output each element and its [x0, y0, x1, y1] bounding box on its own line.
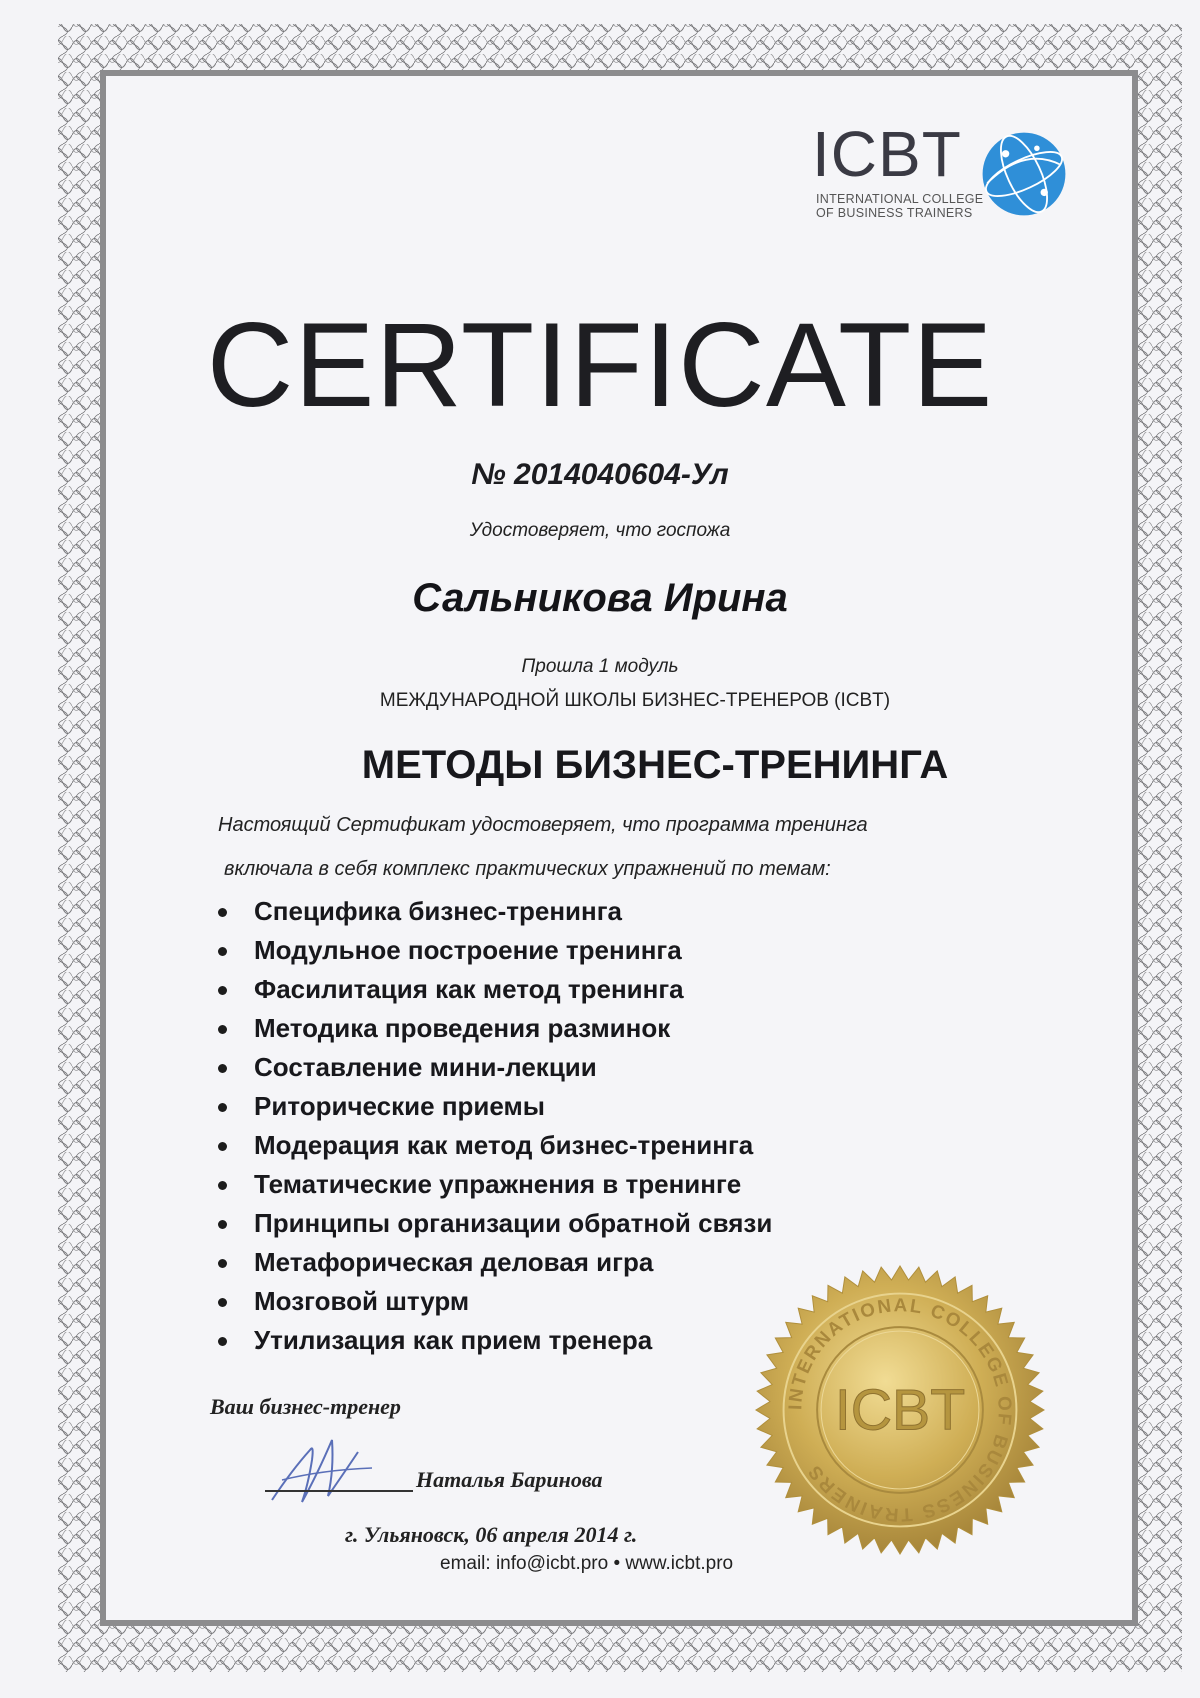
- topic-label: Фасилитация как метод тренинга: [254, 974, 684, 1004]
- certificate-title: CERTIFICATE: [206, 298, 994, 432]
- recipient-name: Сальникова Ирина: [412, 576, 788, 620]
- description-line2: включала в себя комплекс практических упражнений по темам:: [224, 858, 831, 880]
- icbt-logo: [812, 118, 1072, 232]
- topic-label: Составление мини-лекции: [254, 1052, 597, 1082]
- bullet-icon: [218, 1337, 227, 1346]
- passed-module-text: Прошла 1 модуль: [521, 656, 679, 677]
- list-item: [212, 1282, 772, 1321]
- topic-label: Утилизация как прием тренера: [254, 1325, 653, 1355]
- topic-label: Принципы организации обратной связи: [254, 1208, 773, 1238]
- bullet-icon: [218, 1181, 227, 1190]
- logo-subtitle-line2: OF BUSINESS TRAINERS: [816, 206, 973, 221]
- place-date: г. Ульяновск, 06 апреля 2014 г.: [345, 1522, 638, 1547]
- bullet-icon: [218, 1064, 227, 1073]
- bullet-icon: [218, 1259, 227, 1268]
- list-item: [212, 931, 772, 970]
- topic-label: Модульное построение тренинга: [254, 935, 682, 965]
- list-item: [212, 892, 772, 931]
- certifies-text: Удостоверяет, что госпожа: [469, 520, 731, 541]
- bullet-icon: [218, 1220, 227, 1229]
- topic-label: Модерация как метод бизнес-тренинга: [254, 1130, 754, 1160]
- list-item: [212, 1204, 772, 1243]
- gold-seal: [752, 1262, 1048, 1558]
- bullet-icon: [218, 1103, 227, 1112]
- bullet-icon: [218, 1298, 227, 1307]
- seal-ring-text: INTERNATIONAL COLLEGE OF BUSINESS TRAINERS: [784, 1294, 1016, 1526]
- trainer-name: Наталья Баринова: [416, 1467, 603, 1492]
- trainer-label: Ваш бизнес-тренер: [210, 1394, 401, 1419]
- bullet-icon: [218, 947, 227, 956]
- topic-label: Тематические упражнения в тренинге: [254, 1169, 742, 1199]
- signature-line: [265, 1490, 413, 1492]
- list-item: [212, 1321, 772, 1360]
- list-item: [212, 1009, 772, 1048]
- list-item: [212, 1048, 772, 1087]
- school-name: МЕЖДУНАРОДНОЙ ШКОЛЫ БИЗНЕС-ТРЕНЕРОВ (ICBT): [379, 690, 891, 711]
- logo-abbr: ICBT: [812, 118, 962, 190]
- topics-list: [212, 892, 772, 1360]
- topic-label: Риторические приемы: [254, 1091, 545, 1121]
- bullet-icon: [218, 986, 227, 995]
- topic-label: Методика проведения разминок: [254, 1013, 671, 1043]
- logo-subtitle: [816, 192, 983, 221]
- list-item: [212, 1165, 772, 1204]
- topic-label: Метафорическая деловая игра: [254, 1247, 654, 1277]
- signature: [262, 1430, 392, 1510]
- contacts: email: info@icbt.pro • www.icbt.pro: [440, 1553, 734, 1574]
- topic-label: Специфика бизнес-тренинга: [254, 896, 622, 926]
- list-item: [212, 1243, 772, 1282]
- description-line1: Настоящий Сертификат удостоверяет, что программа тренинга: [218, 814, 868, 836]
- certificate-number: № 2014040604-Ул: [471, 458, 729, 491]
- topic-label: Мозговой штурм: [254, 1286, 470, 1316]
- globe-icon: [978, 128, 1070, 220]
- list-item: [212, 1087, 772, 1126]
- bullet-icon: [218, 1142, 227, 1151]
- list-item: [212, 970, 772, 1009]
- seal-center-text: ICBT: [834, 1378, 966, 1443]
- bullet-icon: [218, 908, 227, 917]
- logo-subtitle-line1: INTERNATIONAL COLLEGE: [816, 192, 984, 206]
- bullet-icon: [218, 1025, 227, 1034]
- list-item: [212, 1126, 772, 1165]
- course-title: МЕТОДЫ БИЗНЕС-ТРЕНИНГА: [361, 743, 949, 787]
